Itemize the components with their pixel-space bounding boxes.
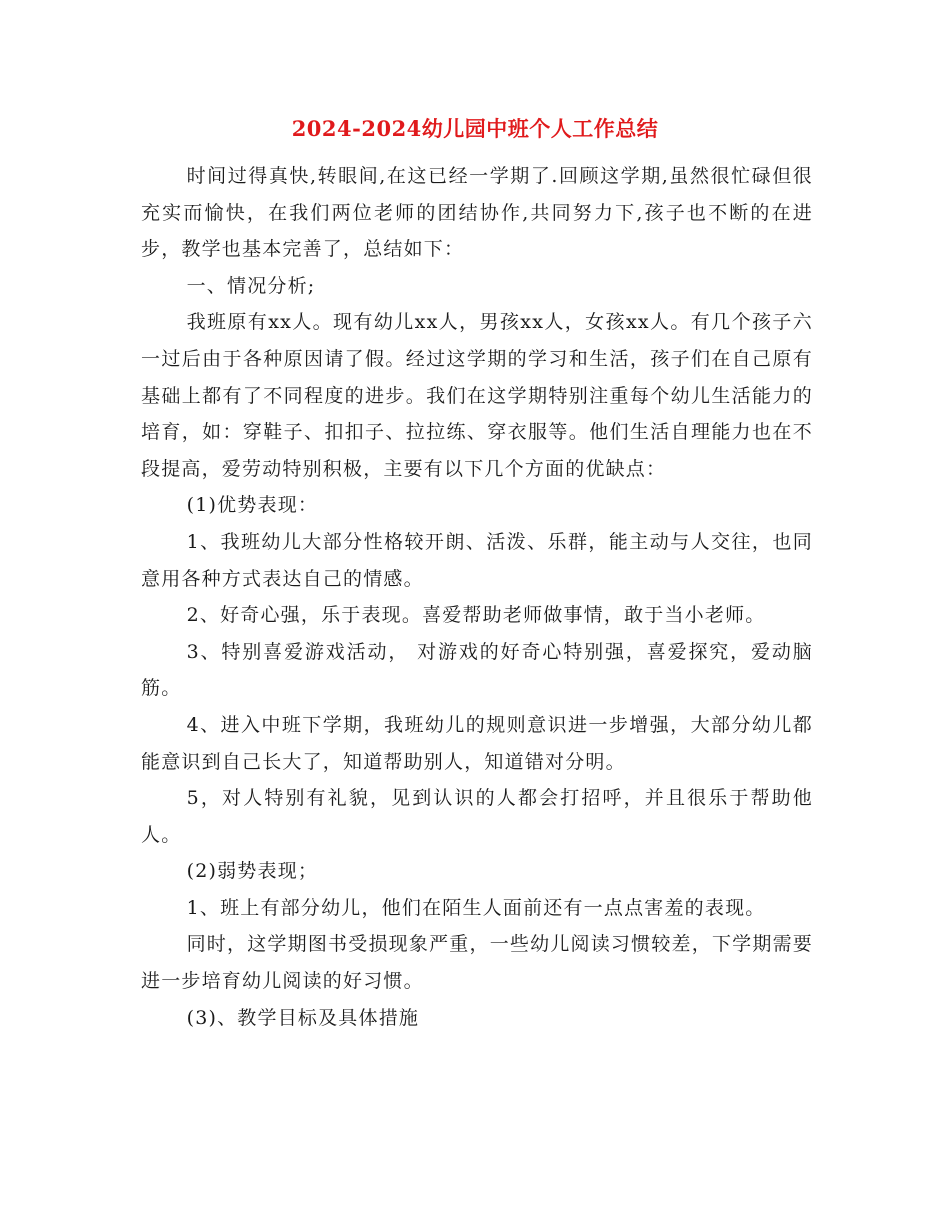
section-heading-situation: 一、情况分析; — [186, 274, 316, 297]
document-body — [141, 158, 813, 1036]
paragraph-reading-habits: 同时，这学期图书受损现象严重，一些幼儿阅读习惯较差，下学期需要进一步培育幼儿阅读的好习惯。 — [141, 933, 813, 993]
list-item-strength-3: 3、特别喜爱游戏活动， 对游戏的好奇心特别强，喜爱探究，爱动脑筋。 — [141, 640, 813, 700]
document-title: 2024-2024幼儿园中班个人工作总结 — [291, 116, 659, 141]
subheading-strengths: (1)优势表现： — [186, 494, 319, 517]
paragraph-class-overview: 我班原有xx人。现有幼儿xx人，男孩xx人，女孩xx人。有几个孩子六一过后由于各种原因请了假。经过这学期的学习和生活，孩子们在自己原有基础上都有了不同程度的进步。我们在这学期特别注重每个幼儿生活能力的培育，如：穿鞋子、扣扣子、拉拉练、穿衣服等。他们生活自理能力也在不段提高，爱劳动特别积极，主要有以下几个方面的优缺点： — [141, 311, 813, 480]
paragraph-intro: 时间过得真快,转眼间,在这已经一学期了.回顾这学期,虽然很忙碌但很充实而愉快，在我们两位老师的团结协作,共同努力下,孩子也不断的在进步，教学也基本完善了，总结如下： — [141, 165, 813, 261]
list-item-weakness-1: 1、班上有部分幼儿，他们在陌生人面前还有一点点害羞的表现。 — [186, 896, 766, 919]
list-item-strength-4: 4、进入中班下学期，我班幼儿的规则意识进一步增强，大部分幼儿都能意识到自己长大了，知道帮助别人，知道错对分明。 — [141, 713, 813, 773]
list-item-strength-1: 1、我班幼儿大部分性格较开朗、活泼、乐群，能主动与人交往，也同意用各种方式表达自己的情感。 — [141, 530, 813, 590]
list-item-strength-5: 5，对人特别有礼貌，见到认识的人都会打招呼，并且很乐于帮助他人。 — [141, 787, 813, 846]
subheading-teaching-goals: (3)、教学目标及具体措施 — [186, 1006, 420, 1029]
list-item-strength-2: 2、好奇心强，乐于表现。喜爱帮助老师做事情，敢于当小老师。 — [186, 604, 766, 627]
subheading-weaknesses: (2)弱势表现； — [186, 860, 319, 883]
